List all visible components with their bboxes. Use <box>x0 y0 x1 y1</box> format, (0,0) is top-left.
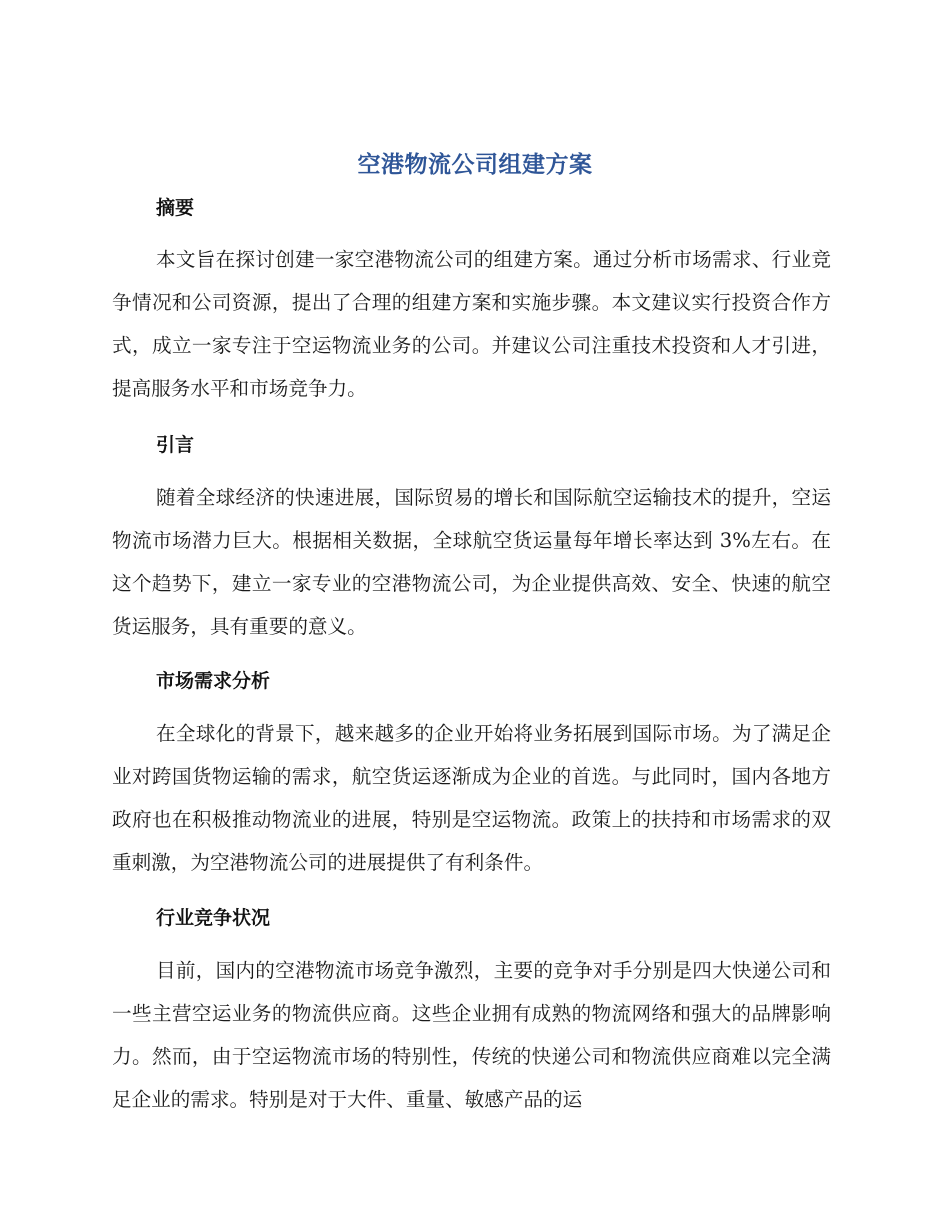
section-paragraph-competition: 目前，国内的空港物流市场竞争激烈，主要的竞争对手分别是四大快递公司和一些主营空运业务的物流供应商。这些企业拥有成熟的物流网络和强大的品牌影响力。然而，由于空运物流市场的特别性，传统的快递公司和物流供应商难以完全满足企业的需求。特别是对于大件、重量、敏感产品的运 <box>112 959 831 1111</box>
section-heading-introduction: 引言 <box>156 434 195 456</box>
section-paragraph-introduction: 随着全球经济的快速进展，国际贸易的增长和国际航空运输技术的提升，空运物流市场潜力巨大。根据相关数据，全球航空货运量每年增长率达到 3%左右。在这个趋势下，建立一家专业的空港物流公司，为企业提供高效、安全、快速的航空货运服务，具有重要的意义。 <box>112 486 831 638</box>
section-heading-abstract: 摘要 <box>156 197 195 219</box>
section-paragraph-abstract: 本文旨在探讨创建一家空港物流公司的组建方案。通过分析市场需求、行业竞争情况和公司资源，提出了合理的组建方案和实施步骤。本文建议实行投资合作方式，成立一家专注于空运物流业务的公司。并建议公司注重技术投资和人才引进，提高服务水平和市场竞争力。 <box>112 248 831 400</box>
section-heading-competition: 行业竞争状况 <box>156 907 271 929</box>
section-paragraph-market-demand: 在全球化的背景下，越来越多的企业开始将业务拓展到国际市场。为了满足企业对跨国货物运输的需求，航空货运逐渐成为企业的首选。与此同时，国内各地方政府也在积极推动物流业的进展，特别是空运物流。政策上的扶持和市场需求的双重刺激，为空港物流公司的进展提供了有利条件。 <box>112 722 831 874</box>
section-heading-market-demand: 市场需求分析 <box>156 670 271 692</box>
document-title: 空港物流公司组建方案 <box>357 152 593 178</box>
